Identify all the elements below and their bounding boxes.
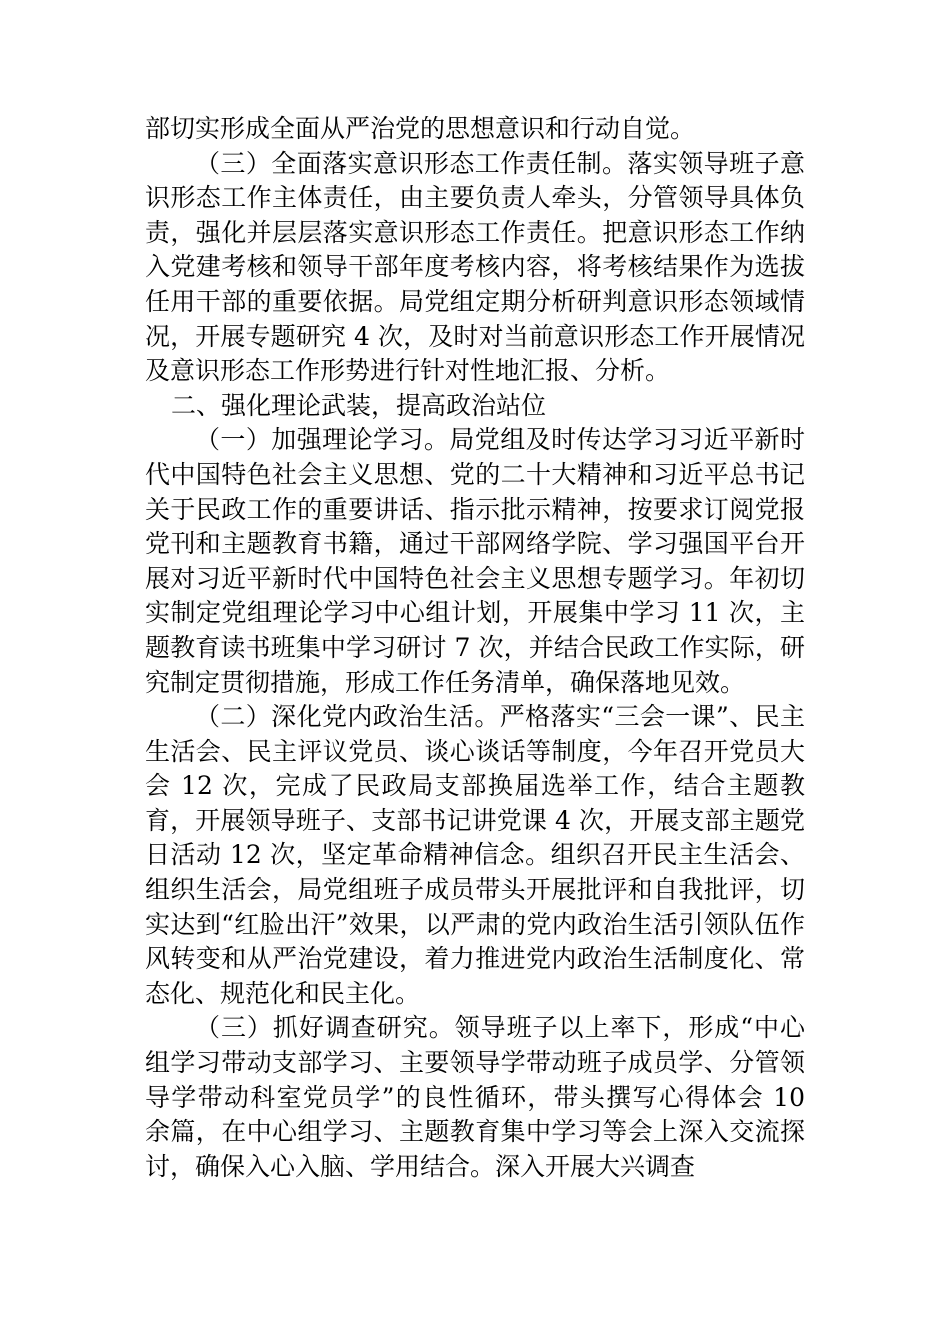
paragraph-continuation: 部切实形成全面从严治党的思想意识和行动自觉。 xyxy=(145,114,696,143)
paragraph-theory-study: （一）加强理论学习。局党组及时传达学习习近平新时代中国特色社会主义思想、党的二十大精神和习近平总书记关于民政工作的重要讲话、指示批示精神，按要求订阅党报党刊和主题教育书籍，通过干部网络学院、学习强国平台开展对习近平新时代中国特色社会主义思想专题学习。年初切实制定党组理论学习中心组计划，开展集中学习 11 次，主题教育读书班集中学习研讨 7 次，并结合民政工作实际，研究制定贯彻措施，形成工作任务清单，确保落地见效。 xyxy=(145,425,805,697)
document-body xyxy=(145,112,805,1184)
paragraph-investigation-research: （三）抓好调查研究。领导班子以上率下，形成“中心组学习带动支部学习、主要领导学带动班子成员学、分管领导学带动科室党员学”的良性循环，带头撰写心得体会 10 余篇，在中心组学习、主题教育集中学习等会上深入交流探讨，确保入心入脑、学用结合。深入开展大兴调查 xyxy=(145,1013,805,1181)
paragraph-party-political-life: （二）深化党内政治生活。严格落实“三会一课”、民主生活会、民主评议党员、谈心谈话等制度，今年召开党员大会 12 次，完成了民政局支部换届选举工作，结合主题教育，开展领导班子、支部书记讲党课 4 次，开展支部主题党日活动 12 次，坚定革命精神信念。组织召开民主生活会、组织生活会，局党组班子成员带头开展批评和自我批评，切实达到“红脸出汗”效果，以严肃的党内政治生活引领队伍作风转变和从严治党建设，着力推进党内政治生活制度化、常态化、规范化和民主化。 xyxy=(145,702,805,1008)
paragraph-ideology-responsibility: （三）全面落实意识形态工作责任制。落实领导班子意识形态工作主体责任，由主要负责人牵头，分管领导具体负责，强化并层层落实意识形态工作责任。把意识形态工作纳入党建考核和领导干部年度考核内容，将考核结果作为选拔任用干部的重要依据。局党组定期分析研判意识形态领域情况，开展专题研究 4 次，及时对当前意识形态工作开展情况及意识形态工作形势进行针对性地汇报、分析。 xyxy=(145,148,805,386)
section-heading: 二、强化理论武装，提高政治站位 xyxy=(171,390,547,420)
